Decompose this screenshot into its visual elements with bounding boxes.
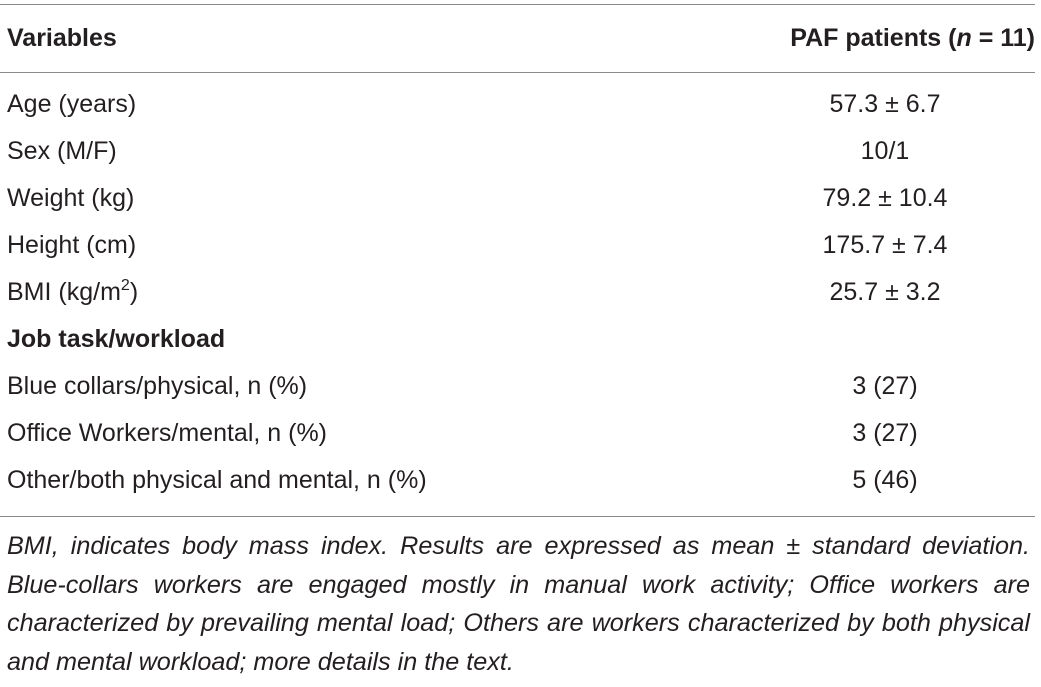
table-footnote: BMI, indicates body mass index. Results are expressed as mean ± standard deviation. Blue-collars workers are engaged mostly in manual work activity; Office workers are characterized by prevailing mental load; Others are workers characterized by both physical and mental workload; more details in the text. [7,532,1030,676]
row-label: Blue collars/physical, n (%) [7,372,308,400]
table-body [0,73,1035,516]
table-row [0,269,1035,316]
table-row [0,222,1035,269]
row-value: 79.2 ± 10.4 [822,184,948,212]
row-value: 57.3 ± 6.7 [829,90,941,118]
bmi-label-prefix: BMI (kg/m [7,278,121,306]
row-value: 25.7 ± 3.2 [829,278,941,306]
table-row [0,363,1035,410]
section-title: Job task/workload [7,325,226,353]
table-row [0,457,1035,504]
table-row [0,410,1035,457]
header-group-prefix: PAF patients ( [790,24,957,52]
table-row [0,81,1035,128]
header-paf-patients [555,24,1035,53]
header-variables: Variables [7,24,117,52]
row-value: 3 (27) [852,372,918,400]
row-label: Height (cm) [7,231,137,259]
table-header-row [0,5,1035,72]
table-row [0,175,1035,222]
row-value: 3 (27) [852,419,918,447]
row-value: 10/1 [860,137,910,165]
row-value: 5 (46) [852,466,918,494]
row-label: Office Workers/mental, n (%) [7,419,327,447]
section-row [0,316,1035,363]
table-row [0,128,1035,175]
row-label: Other/both physical and mental, n (%) [7,466,427,494]
header-group-suffix: = 11) [971,24,1035,52]
row-label-bmi [0,278,555,307]
row-label: Sex (M/F) [7,137,117,165]
row-label: Age (years) [7,90,137,118]
bmi-label-suffix: ) [129,278,139,306]
row-label: Weight (kg) [7,184,135,212]
header-group-n: n [956,24,972,52]
row-value: 175.7 ± 7.4 [822,231,948,259]
bmi-label-superscript: 2 [120,277,130,294]
